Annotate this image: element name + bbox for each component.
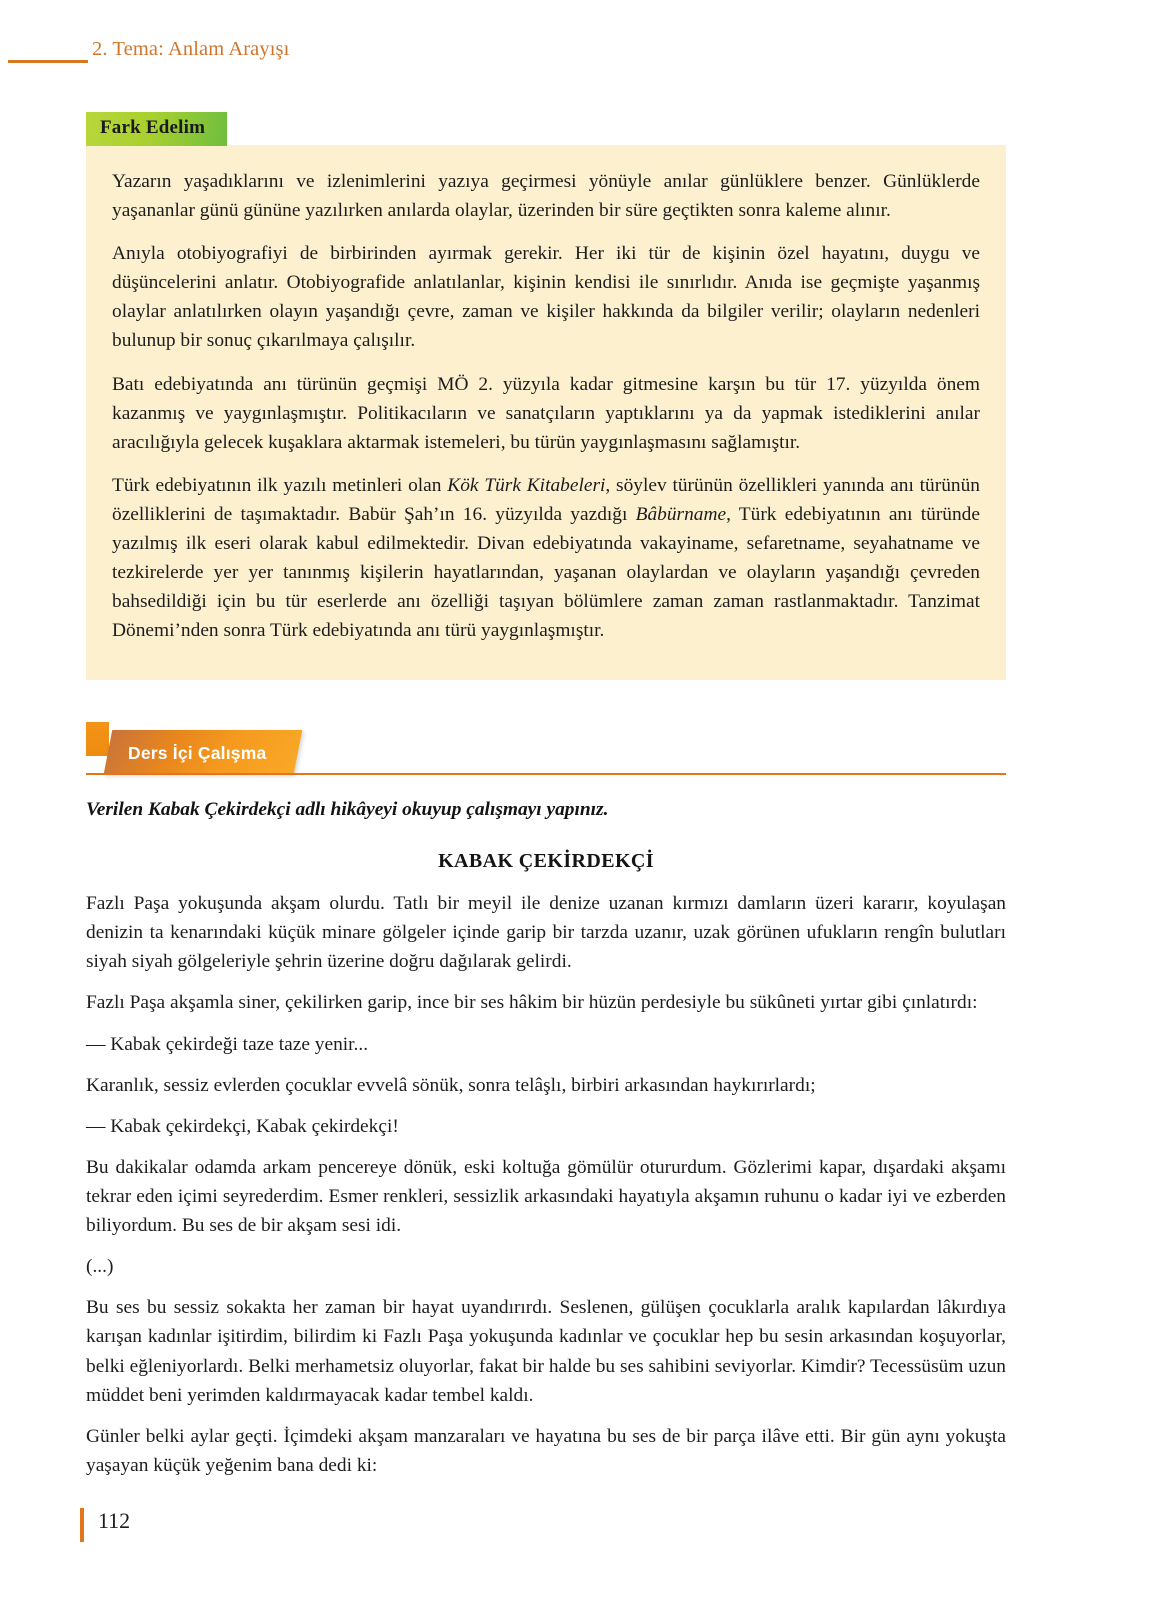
story-paragraph-1: Fazlı Paşa yokuşunda akşam olurdu. Tatlı bir meyil ile denize uzanan kırmızı damların üzeri kararır, koyulaşan denizin ta kenarındaki küçük minare gölgeler içinde garip bir tarzda uzanır, uzak görünen ufukların rengîn bulutları siyah siyah gölgeleriyle şehrin üzerine doğru dağılarak gelirdi. (86, 893, 1006, 973)
story-title: KABAK ÇEKİRDEKÇİ (438, 850, 654, 873)
info-paragraph-2: Anıyla otobiyografiyi de birbirinden ayırmak gerekir. Her iki tür de kişinin özel hayatını, duygu ve düşüncelerini anlatır. Otobiyografide anlatılanlar, kişinin kendisi ile sınırlıdır. Anıda ise geçmişte yaşanmış olaylar anlatılırken olayın yaşandığı çevre, zaman ve kişiler hakkında da bilgiler verilir; olayların nedenleri bulunup bir sonuç çıkarılmaya çalışılır. (112, 243, 980, 352)
ders-ici-calisma-badge: Ders İçi Çalışma (128, 743, 267, 763)
info-p4-seg2: , söylev türünün özellikleri yanında anı türünün özelliklerini de taşımaktadır. Babür Şah’ın 16. yüzyılda yazdığı (112, 474, 980, 525)
work-title-kok-turk-kitabeleri: Kök Türk Kitabeleri (447, 474, 606, 496)
story-paragraph-4: Bu dakikalar odamda arkam pencereye dönük, eski koltuğa gömülür otururdum. Gözlerimi kapar, dışardaki akşamı tekrar eden içimi seyrederdim. Esmer renkleri, sessizlik arkasındaki hayatıyla akşamın ruhunu o kadar iyi ve ezberden biliyordum. Bu ses de bir akşam sesi idi. (86, 1156, 1006, 1237)
info-paragraph-3: Batı edebiyatında anı türünün geçmişi MÖ 2. yüzyıla kadar gitmesine karşın bu tür 17. yüzyılda önem kazanmış ve yaygınlaşmıştır. Politikacıların ve sanatçıların yaptıklarını ya da yapmak istediklerini anılar aracılığıyla gelecek kuşaklara aktarmak istemeleri, bu türün yaygınlaşmasını sağlamıştır. (112, 373, 980, 453)
activity-divider-rule (86, 773, 1006, 775)
story-paragraph-3: Karanlık, sessiz evlerden çocuklar evvelâ sönük, sonra telâşlı, birbiri arkasından haykırırlardı; (86, 1074, 816, 1096)
info-box (86, 145, 1006, 680)
info-section (86, 112, 1006, 680)
story-paragraph-5: Bu ses bu sessiz sokakta her zaman bir hayat uyandırırdı. Seslenen, gülüşen çocuklarla aralık kapılardan lâkırdıya karışan kadınlar işitirdim, bilirdim ki Fazlı Paşa yokuşunda kadınlar ve çocuklar hep bu sesin arkasından koşuyorlar, belki eğleniyorlardı. Belki merhametsiz oluyorlar, fakat bir halde bu ses sahibini seviyorlar. Kimdir? Tecessüsüm uzun müddet beni yerimden kaldırmayacak kadar tembel kaldı. (86, 1297, 1006, 1406)
running-header (0, 38, 1151, 72)
fark-edelim-badge: Fark Edelim (86, 112, 227, 146)
activity-instruction: Verilen Kabak Çekirdekçi adlı hikâyeyi okuyup çalışmayı yapınız. (86, 799, 609, 820)
info-paragraph-1: Yazarın yaşadıklarını ve izlenimlerini yazıya geçirmesi yönüyle anılar günlüklere benzer. Günlüklerde yaşananlar günü gününe yazılırken anılarda olaylar, üzerinden bir süre geçtikten sonra kaleme alınır. (112, 170, 980, 221)
info-p4-seg1: Türk edebiyatının ilk yazılı metinleri olan (112, 474, 448, 496)
info-paragraph-4 (112, 471, 980, 646)
story-dialogue-2: — Kabak çekirdekçi, Kabak çekirdekçi! (86, 1115, 399, 1137)
story-ellipsis: (...) (86, 1256, 114, 1278)
story-dialogue-1: — Kabak çekirdeği taze taze yenir... (86, 1033, 369, 1055)
story-paragraph-6: Günler belki aylar geçti. İçimdeki akşam manzaraları ve hayatına bu ses de bir parça ilâve etti. Bir gün aynı yokuşta yaşayan küçük yeğenim bana dedi ki: (86, 1425, 1006, 1476)
story-paragraph-2: Fazlı Paşa akşamla siner, çekilirken garip, ince bir ses hâkim bir hüzün perdesiyle bu sükûneti yırtar gibi çınlatırdı: (86, 992, 978, 1014)
page-title: 2. Tema: Anlam Arayışı (92, 38, 290, 60)
info-p4-seg3: , Türk edebiyatının anı türünde yazılmış ilk eseri olarak kabul edilmektedir. Divan edebiyatında vakayiname, sefaretname, seyahatname ve tezkirelerde yer yer tanınmış kişilerin hayatlarından, yaşanan olaylardan ve olayların yaşandığı çevreden bahsedildiği için bu tür eserlerde anı özelliği taşıyan bölümlere zaman zaman rastlanmaktadır. Tanzimat Dönemi’nden sonra Türk edebiyatında anı türü yaygınlaşmıştır. (112, 503, 980, 642)
page-number: 112 (98, 1508, 131, 1533)
activity-section (86, 722, 1006, 1492)
header-rule (8, 60, 88, 63)
work-title-baburname: Bâbürname (635, 503, 727, 525)
activity-header (86, 722, 1006, 778)
story-body (86, 889, 1006, 1480)
tab-accent-square (86, 722, 109, 756)
footer-accent-bar (80, 1508, 84, 1542)
